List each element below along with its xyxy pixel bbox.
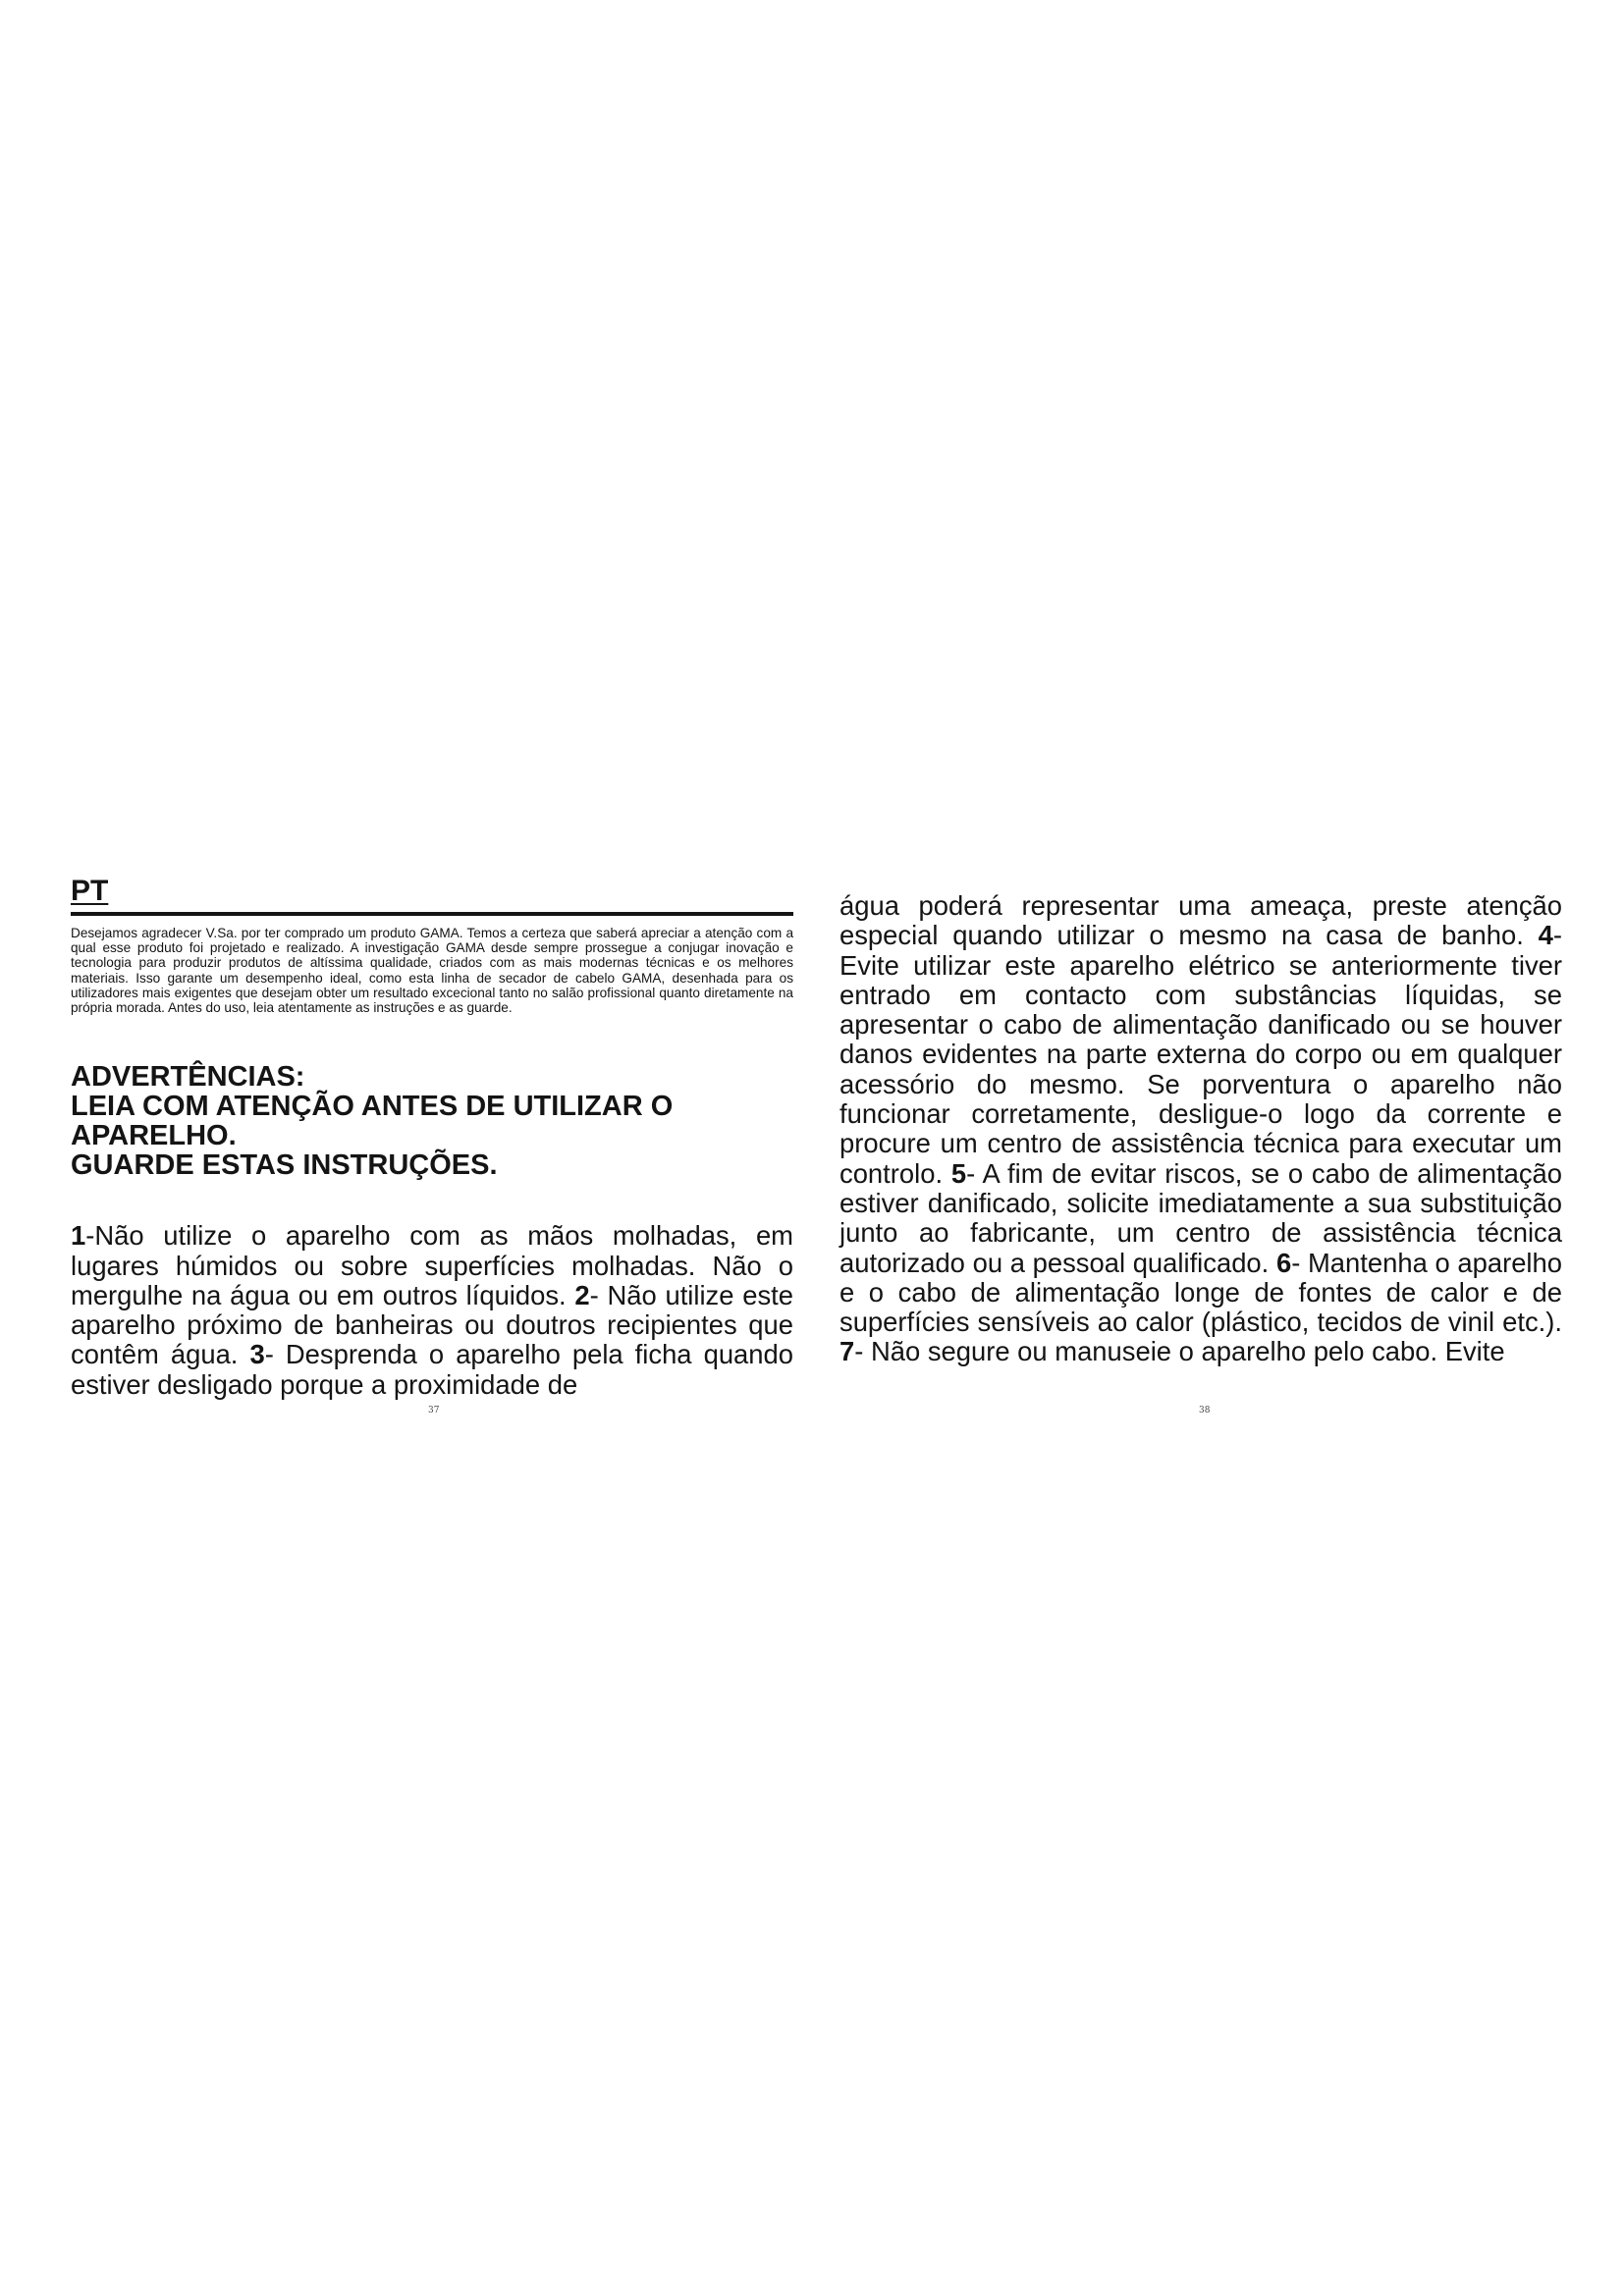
- item-text-4: - Evite utilizar este aparelho elétrico se anteriormente tiver entrado em contacto com substâncias líquidas, se apresentar o cabo de alimentação danificado ou se houver danos evidentes na parte externa do corpo ou em qualquer acessório do mesmo. Se porventura o aparelho não funcionar corretamente, desligue-o logo da corrente e procure um centro de assistência técnica para executar um controlo.: [839, 920, 1562, 1189]
- item-number-2: 2: [574, 1279, 590, 1310]
- warning-read-carefully: LEIA COM ATENÇÃO ANTES DE UTILIZAR O APARELHO.: [71, 1091, 674, 1152]
- item-number-5: 5: [950, 1157, 967, 1189]
- item-text-7: - Não segure ou manuseie o aparelho pelo cabo. Evite: [854, 1336, 1505, 1367]
- warning-keep-instructions: GUARDE ESTAS INSTRUÇÕES.: [71, 1149, 498, 1182]
- warning-title: ADVERTÊNCIAS:: [71, 1061, 305, 1094]
- warnings-heading: [71, 1062, 793, 1180]
- item-text-5: - A fim de evitar riscos, se o cabo de alimentação estiver danificado, solicite imediatamente a sua substituição junto ao fabricante, um centro de assistência técnica autorizado ou a pessoal qualificado.: [839, 1157, 1563, 1278]
- language-heading: PT: [71, 875, 109, 907]
- item-text-continued: água poderá representar uma ameaça, preste atenção especial quando utilizar o mesmo na casa de banho.: [839, 890, 1562, 951]
- right-column: [839, 891, 1562, 1367]
- item-number-7: 7: [839, 1336, 855, 1367]
- item-text-1: -Não utilize o aparelho com as mãos molhadas, em lugares húmidos ou sobre superfícies molhadas. Não o mergulhe na água ou em outros líquidos.: [71, 1220, 793, 1310]
- page-number-right: 38: [1199, 1406, 1211, 1415]
- heading-rule: [71, 912, 793, 916]
- instructions-text-right: [839, 891, 1562, 1367]
- page-number-left: 37: [428, 1406, 440, 1415]
- item-text-3: - Desprenda o aparelho pela ficha quando estiver desligado porque a proximidade de: [71, 1339, 793, 1400]
- item-text-2: - Não utilize este aparelho próximo de banheiras ou doutros recipientes que contêm água.: [71, 1279, 793, 1370]
- left-column: [71, 874, 793, 1400]
- intro-paragraph: Desejamos agradecer V.Sa. por ter comprado um produto GAMA. Temos a certeza que saberá apreciar a atenção com a qual esse produto foi projetado e realizado. A investigação GAMA desde sempre prossegue a conjugar inovação e tecnologia para produzir produtos de altíssima qualidade, criados com as mais modernas técnicas e os melhores materiais. Isso garante um desempenho ideal, como esta linha de secador de cabelo GAMA, desenhada para os utilizadores mais exigentes que desejam obter um resultado excecional tanto no salão profissional quanto diretamente na própria morada. Antes do uso, leia atentamente as instruções e as guarde.: [71, 926, 793, 1016]
- item-number-1: 1: [71, 1220, 86, 1252]
- item-number-4: 4: [1538, 920, 1553, 951]
- instructions-text-left: [71, 1221, 793, 1400]
- item-number-3: 3: [249, 1339, 265, 1370]
- item-number-6: 6: [1275, 1247, 1292, 1278]
- item-text-6: - Mantenha o aparelho e o cabo de alimentação longe de fontes de calor e de superfícies sensíveis ao calor (plástico, tecidos de vinil etc.).: [839, 1247, 1562, 1338]
